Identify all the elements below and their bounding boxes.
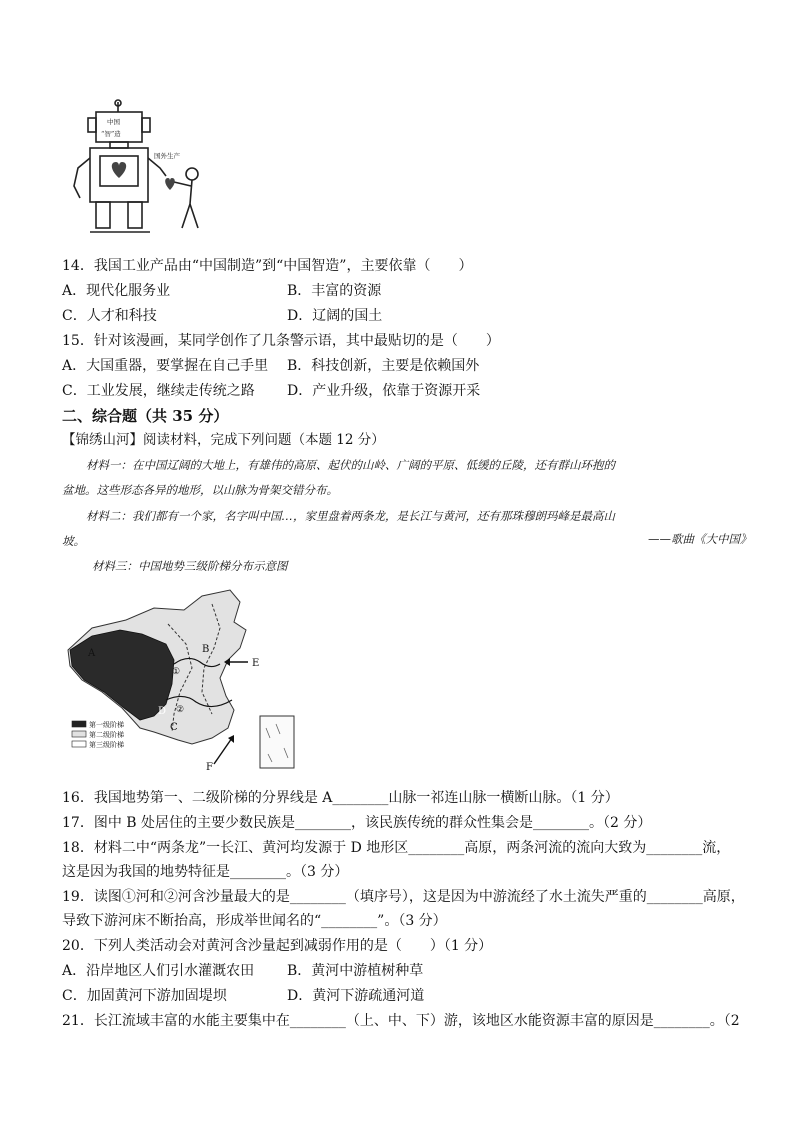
q19-line1: 19．读图①河和②河含沙量最大的是________（填序号），这是因为中游流经了水土流失严重的________高原， xyxy=(62,889,745,905)
q19-line2: 导致下游河床不断抬高，形成举世闻名的“________”。（3 分） xyxy=(62,913,447,929)
map-label-river1: ① xyxy=(172,667,181,677)
material2-line1: 材料二：我们都有一个家，名字叫中国…，家里盘着两条龙，是长江与黄河，还有那珠穆朗玛峰是最高山 xyxy=(86,509,615,523)
section2-intro: 【锦绣山河】阅读材料，完成下列问题（本题 12 分） xyxy=(62,432,385,448)
map-label-f: F xyxy=(206,762,213,773)
china-terrain-map xyxy=(62,588,302,778)
q20-option-b: B．黄河中游植树种草 xyxy=(287,963,424,979)
robot-text-line2: “智”造 xyxy=(101,130,121,138)
material1-line2: 盆地。这些形态各异的地形，以山脉为骨架交错分布。 xyxy=(62,483,338,497)
q21: 21．长江流域丰富的水能主要集中在________（上、中、下）游，该地区水能资源丰富的原因是________。（2 xyxy=(62,1013,740,1029)
q15-option-b: B．科技创新，主要是依赖国外 xyxy=(287,358,480,374)
q14-option-c: C．人才和科技 xyxy=(62,308,157,324)
map-label-e: E xyxy=(252,658,260,669)
material1-line1: 材料一：在中国辽阔的大地上，有雄伟的高原、起伏的山岭、广阔的平原、低缓的丘陵，还有群山环抱的 xyxy=(86,458,615,472)
material3-caption: 材料三：中国地势三级阶梯分布示意图 xyxy=(92,559,288,573)
map-label-c: C xyxy=(170,722,178,733)
q20-option-a: A．沿岸地区人们引水灌溉农田 xyxy=(62,963,255,979)
q18-line2: 这是因为我国的地势特征是________。（3 分） xyxy=(62,864,349,880)
q18-line1: 18．材料二中“两条龙”一长江、黄河均发源于 D 地形区________高原，两条河流的流向大致为________流， xyxy=(62,840,731,856)
section2-title: 二、综合题（共 35 分） xyxy=(62,407,229,425)
person-label: 国外生产 xyxy=(154,152,180,160)
map-label-d: D xyxy=(158,706,167,717)
q15-option-c: C．工业发展，继续走传统之路 xyxy=(62,383,255,399)
q20-option-d: D．黄河下游疏通河道 xyxy=(287,988,425,1004)
material2-source: ——歌曲《大中国》 xyxy=(648,532,752,546)
q16: 16．我国地势第一、二级阶梯的分界线是 A________山脉一祁连山脉一横断山脉。（1 分） xyxy=(62,790,619,806)
q14-stem: 14．我国工业产品由“中国制造”到“中国智造”，主要依靠（ ） xyxy=(62,258,473,274)
material2-line2: 坡。 xyxy=(62,534,85,548)
legend-step1: 第一级阶梯 xyxy=(89,721,124,729)
legend-step2: 第二级阶梯 xyxy=(89,731,124,739)
map-label-river2: ② xyxy=(176,705,185,715)
legend-step3: 第三级阶梯 xyxy=(89,741,124,749)
q20-stem: 20．下列人类活动会对黄河含沙量起到减弱作用的是（ ）（1 分） xyxy=(62,938,493,954)
robot-text-line1: 中国 xyxy=(107,118,120,126)
q14-option-b: B．丰富的资源 xyxy=(287,283,382,299)
map-label-b: B xyxy=(202,644,210,655)
q17: 17．图中 B 处居住的主要少数民族是________，该民族传统的群众性集会是________。（2 分） xyxy=(62,815,652,831)
q14-option-d: D．辽阔的国土 xyxy=(287,308,383,324)
map-label-a: A xyxy=(88,648,96,659)
robot-cartoon-figure xyxy=(66,98,216,238)
q14-option-a: A．现代化服务业 xyxy=(62,283,171,299)
q15-option-a: A．大国重器，要掌握在自己手里 xyxy=(62,358,269,374)
q20-option-c: C．加固黄河下游加固堤坝 xyxy=(62,988,227,1004)
q15-stem: 15．针对该漫画，某同学创作了几条警示语，其中最贴切的是（ ） xyxy=(62,333,500,349)
q15-option-d: D．产业升级，依靠于资源开采 xyxy=(287,383,481,399)
